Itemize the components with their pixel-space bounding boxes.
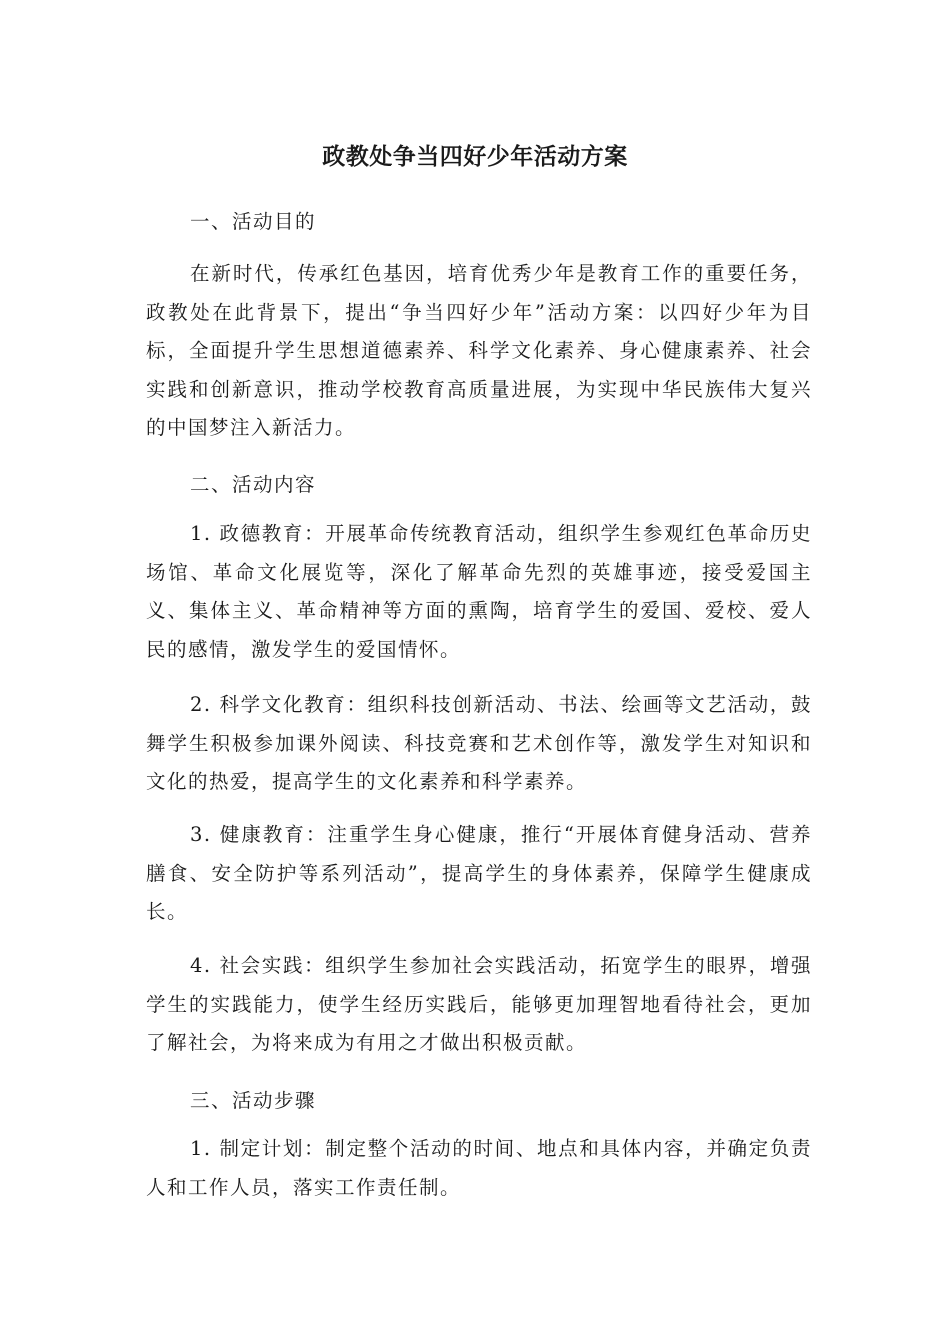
paragraph-purpose: 在新时代，传承红色基因，培育优秀少年是教育工作的重要任务，政教处在此背景下，提出“争当四好少年”活动方案：以四好少年为目标，全面提升学生思想道德素养、科学文化素养、身心健康素养、社会实践和创新意识，推动学校教育高质量进展，为实现中华民族伟大复兴的中国梦注入新活力。: [146, 262, 812, 440]
section-heading-purpose: 一、活动目的: [190, 210, 317, 233]
section-heading-steps: 三、活动步骤: [190, 1089, 317, 1112]
paragraph-steps-item-1: 1. 制定计划：制定整个活动的时间、地点和具体内容，并确定负责人和工作人员，落实工作责任制。: [146, 1137, 812, 1199]
paragraph-content-item-4: 4. 社会实践：组织学生参加社会实践活动，拓宽学生的眼界，增强学生的实践能力，使学生经历实践后，能够更加理智地看待社会，更加了解社会，为将来成为有用之才做出积极贡献。: [146, 954, 812, 1055]
paragraph-content-item-2: 2. 科学文化教育：组织科技创新活动、书法、绘画等文艺活动，鼓舞学生积极参加课外阅读、科技竞赛和艺术创作等，激发学生对知识和文化的热爱，提高学生的文化素养和科学素养。: [146, 693, 812, 794]
section-heading-content: 二、活动内容: [190, 473, 317, 496]
document-title: 政教处争当四好少年活动方案: [322, 144, 628, 170]
paragraph-content-item-1: 1. 政德教育：开展革命传统教育活动，组织学生参观红色革命历史场馆、革命文化展览等，深化了解革命先烈的英雄事迹，接受爱国主义、集体主义、革命精神等方面的熏陶，培育学生的爱国、爱校、爱人民的感情，激发学生的爱国情怀。: [146, 522, 812, 661]
paragraph-content-item-3: 3. 健康教育：注重学生身心健康，推行“开展体育健身活动、营养膳食、安全防护等系列活动”，提高学生的身体素养，保障学生健康成长。: [146, 823, 812, 924]
